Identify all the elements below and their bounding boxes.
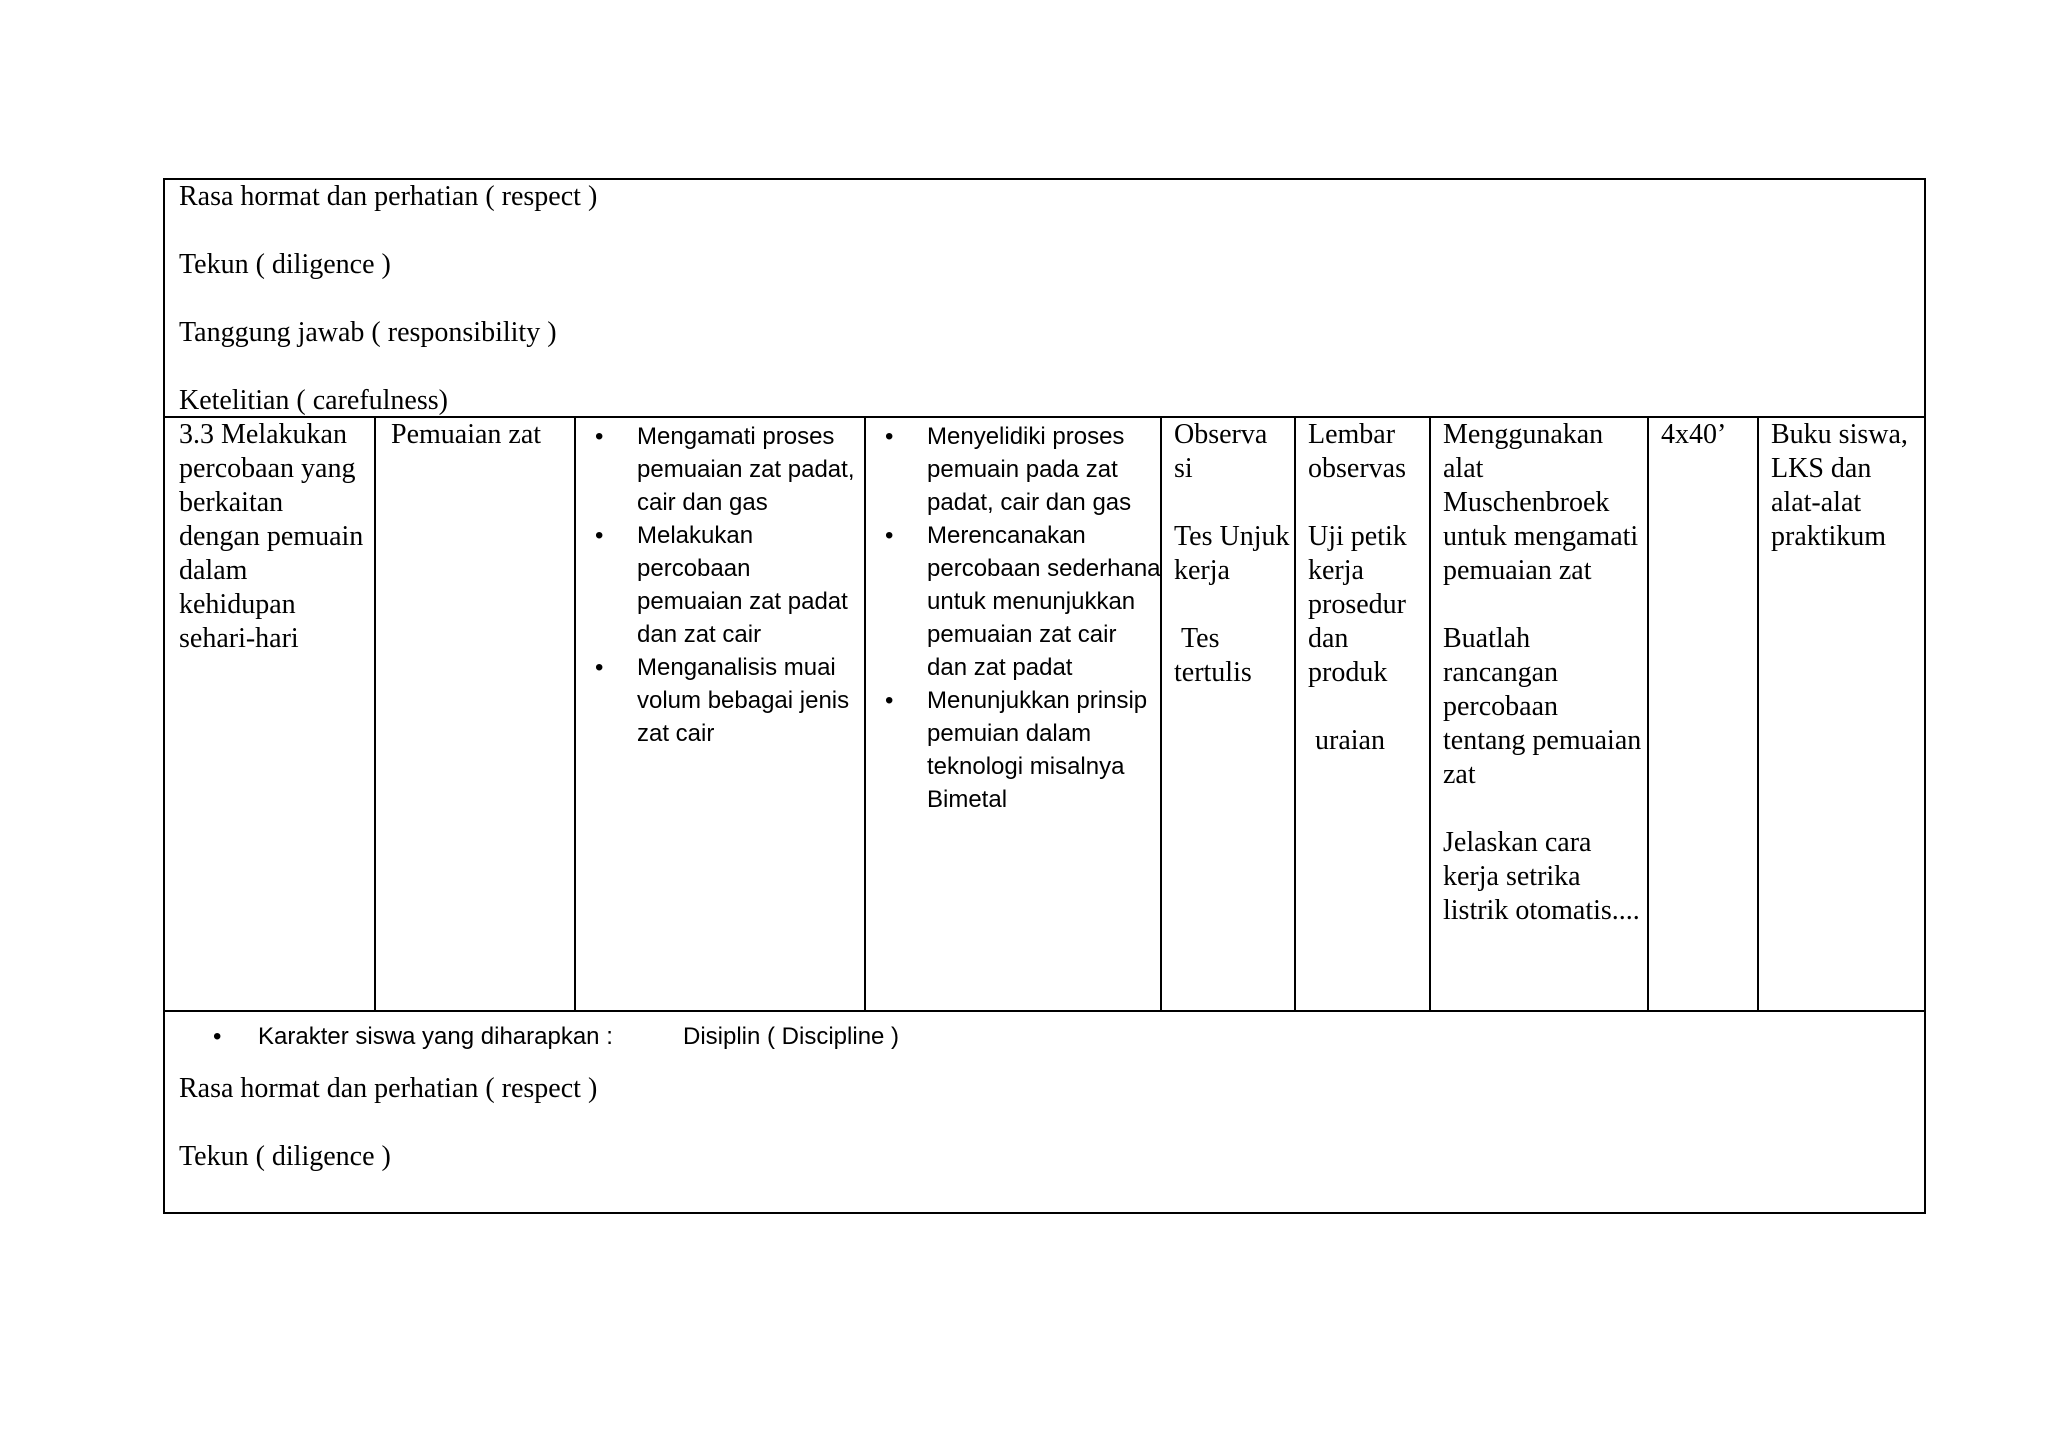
cell-bentuk-instrumen (1308, 418, 1426, 758)
instrumen-item: Buatlah rancangan percobaan tentang pemuaian zat (1443, 623, 1642, 790)
cell-indikator (875, 420, 1161, 816)
bullet-icon: • (595, 522, 604, 549)
top-line-respect: Rasa hormat dan perhatian ( respect ) (179, 181, 598, 212)
karakter-line (213, 1022, 900, 1052)
teknik-item: Tes tertulis (1174, 623, 1252, 688)
cell-alokasi-waktu: 4x40’ (1661, 419, 1727, 450)
bentuk-item: Uji petik kerja prosedur dan produk (1308, 521, 1407, 688)
column-divider (1647, 416, 1649, 1012)
top-line-diligence: Tekun ( diligence ) (179, 249, 391, 280)
cell-materi: Pemuaian zat (391, 419, 542, 450)
bottom-line-respect: Rasa hormat dan perhatian ( respect ) (179, 1073, 598, 1104)
list-item: • Menganalisis muai volum bebagai jenis zat cair (585, 651, 861, 750)
column-divider (864, 416, 866, 1012)
bullet-icon: • (885, 687, 894, 714)
karakter-value: Disiplin ( Discipline ) (683, 1023, 900, 1050)
karakter-label: Karakter siswa yang diharapkan : (258, 1023, 613, 1050)
column-divider (1757, 416, 1759, 1012)
bullet-icon: • (595, 654, 604, 681)
teknik-item: Observa si (1174, 419, 1268, 484)
bullet-icon: • (213, 1023, 222, 1050)
cell-contoh-instrumen (1443, 418, 1643, 928)
bottom-line-diligence: Tekun ( diligence ) (179, 1141, 391, 1172)
column-divider (374, 416, 376, 1012)
list-item: • Menyelidiki proses pemuain pada zat padat, cair dan gas (875, 420, 1161, 519)
cell-kompetensi: 3.3 Melakukan percobaan yang berkaitan dengan pemuain dalam kehidupan sehari-hari (179, 419, 364, 654)
list-item: • Mengamati proses pemuaian zat padat, cair dan gas (585, 420, 861, 519)
top-line-responsibility: Tanggung jawab ( responsibility ) (179, 317, 557, 348)
instrumen-item: Jelaskan cara kerja setrika listrik otomatis.... (1443, 827, 1640, 926)
document-table (163, 178, 1926, 1214)
row-divider-bottom (165, 1010, 1924, 1012)
bullet-icon: • (885, 423, 894, 450)
column-divider (1294, 416, 1296, 1012)
list-item: • Melakukan percobaan pemuaian zat padat dan zat cair (585, 519, 861, 651)
cell-kegiatan (585, 420, 861, 750)
top-line-carefulness: Ketelitian ( carefulness) (179, 385, 448, 416)
bentuk-item: uraian (1308, 725, 1385, 756)
cell-sumber-belajar: Buku siswa, LKS dan alat-alat praktikum (1771, 419, 1908, 552)
column-divider (1429, 416, 1431, 1012)
list-item: • Merencanakan percobaan sederhana untuk menunjukkan pemuaian zat cair dan zat padat (875, 519, 1161, 684)
cell-teknik-penilaian (1174, 418, 1290, 690)
bentuk-item: Lembar observas (1308, 419, 1406, 484)
column-divider (574, 416, 576, 1012)
list-item: • Menunjukkan prinsip pemuian dalam teknologi misalnya Bimetal (875, 684, 1161, 816)
instrumen-item: Menggunakan alat Muschenbroek untuk mengamati pemuaian zat (1443, 419, 1639, 586)
bullet-icon: • (885, 522, 894, 549)
teknik-item: Tes Unjuk kerja (1174, 521, 1290, 586)
bullet-icon: • (595, 423, 604, 450)
